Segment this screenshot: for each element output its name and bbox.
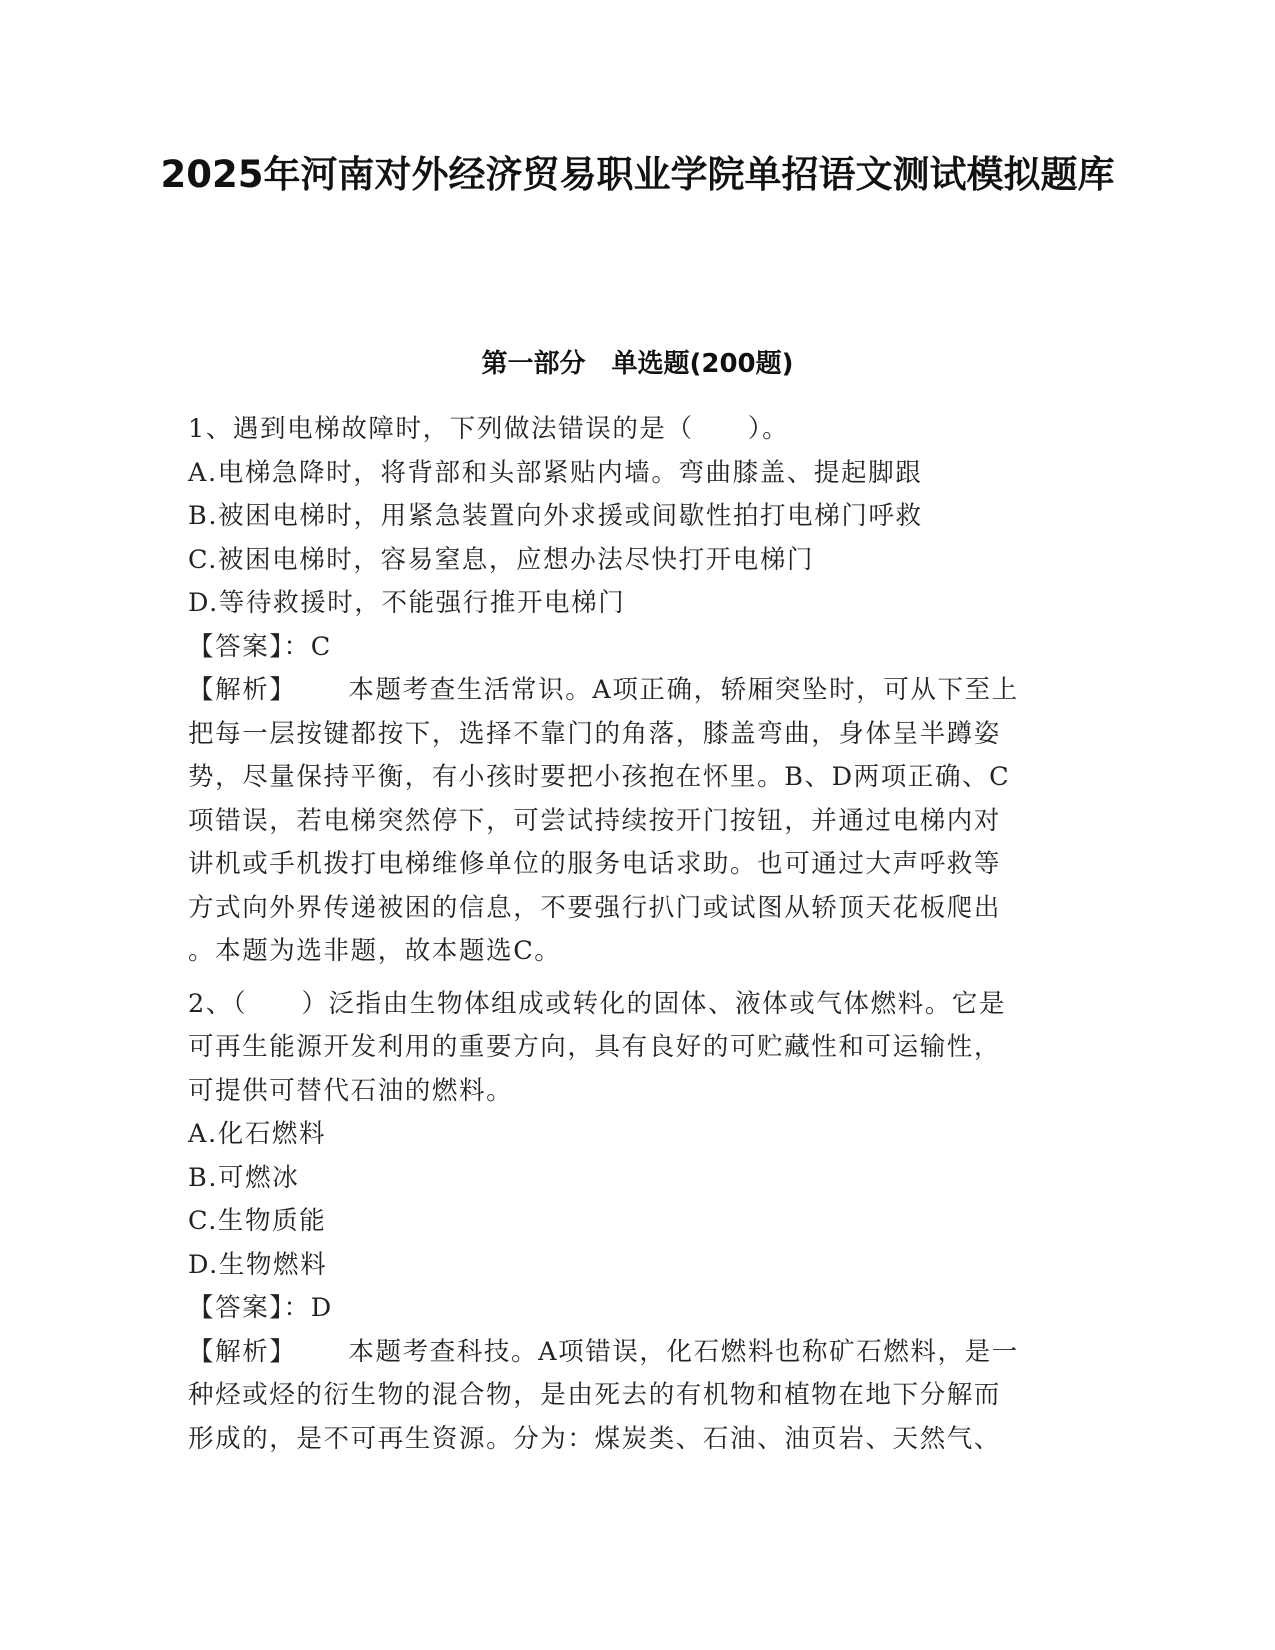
analysis-label: 【解析】 bbox=[188, 675, 297, 705]
question-1-option-a: A.电梯急降时，将背部和头部紧贴内墙。弯曲膝盖、提起脚跟 bbox=[188, 457, 923, 488]
question-1-analysis-line-5: 讲机或手机拨打电梯维修单位的服务电话求助。也可通过大声呼救等 bbox=[188, 849, 1002, 879]
question-1-option-c: C.被困电梯时，容易窒息，应想办法尽快打开电梯门 bbox=[188, 544, 815, 575]
question-2-analysis-line-2: 种烃或烃的衍生物的混合物，是由死去的有机物和植物在地下分解而 bbox=[188, 1380, 1002, 1410]
question-2-analysis-line-3: 形成的，是不可再生资源。分为：煤炭类、石油、油页岩、天然气、 bbox=[188, 1423, 1002, 1454]
question-1-analysis-line-4: 项错误，若电梯突然停下，可尝试持续按开门按钮，并通过电梯内对 bbox=[188, 805, 1002, 836]
question-1-analysis-line-7: 。本题为选非题，故本题选C。 bbox=[188, 936, 562, 966]
question-1-option-d: D.等待救援时，不能强行推开电梯门 bbox=[188, 588, 626, 618]
question-1-stem: 1、遇到电梯故障时，下列做法错误的是（ ）。 bbox=[188, 414, 790, 444]
question-1-option-b: B.被困电梯时，用紧急装置向外求援或间歇性拍打电梯门呼救 bbox=[188, 501, 923, 531]
question-1-analysis-line-2: 把每一层按键都按下，选择不靠门的角落，膝盖弯曲，身体呈半蹲姿 bbox=[188, 718, 1002, 749]
question-2-stem-line-3: 可提供可替代石油的燃料。 bbox=[188, 1075, 514, 1106]
answer-label: 【答案】 bbox=[188, 631, 284, 662]
question-2-option-c: C.生物质能 bbox=[188, 1206, 327, 1236]
analysis-label: 【解析】 bbox=[188, 1336, 297, 1367]
question-2-option-d: D.生物燃料 bbox=[188, 1249, 328, 1280]
answer-value: ：C bbox=[283, 631, 332, 662]
question-2 bbox=[188, 983, 1070, 1462]
question-1-analysis-line-1 bbox=[188, 669, 1070, 713]
analysis-text: 本题考查科技。A项错误，化石燃料也称矿石燃料，是一 bbox=[348, 1336, 1019, 1367]
question-2-option-b: B.可燃冰 bbox=[188, 1162, 300, 1193]
question-2-analysis-line-1 bbox=[188, 1331, 1070, 1375]
question-1-analysis-line-6: 方式向外界传递被困的信息，不要强行扒门或试图从轿顶天花板爬出 bbox=[188, 892, 1002, 923]
question-1-analysis-line-3: 势，尽量保持平衡，有小孩时要把小孩抱在怀里。B、D两项正确、C bbox=[188, 762, 1011, 792]
analysis-text: 本题考查生活常识。A项正确，轿厢突坠时，可从下至上 bbox=[348, 675, 1019, 705]
answer-label: 【答案】 bbox=[188, 1293, 284, 1323]
question-1 bbox=[188, 408, 1070, 974]
document-title: 2025年河南对外经济贸易职业学院单招语文测试模拟题库 bbox=[160, 153, 1115, 196]
question-2-stem-line-2: 可再生能源开发利用的重要方向，具有良好的可贮藏性和可运输性， bbox=[188, 1032, 1002, 1062]
question-2-stem-line-1: 2、（ ）泛指由生物体组成或转化的固体、液体或气体燃料。它是 bbox=[188, 988, 1007, 1019]
question-list bbox=[188, 408, 1070, 1470]
question-1-answer bbox=[188, 626, 1070, 670]
question-2-answer bbox=[188, 1287, 1070, 1331]
question-2-option-a: A.化石燃料 bbox=[188, 1119, 327, 1149]
answer-value: ：D bbox=[283, 1293, 333, 1323]
section-title: 第一部分 单选题(200题) bbox=[481, 349, 794, 379]
